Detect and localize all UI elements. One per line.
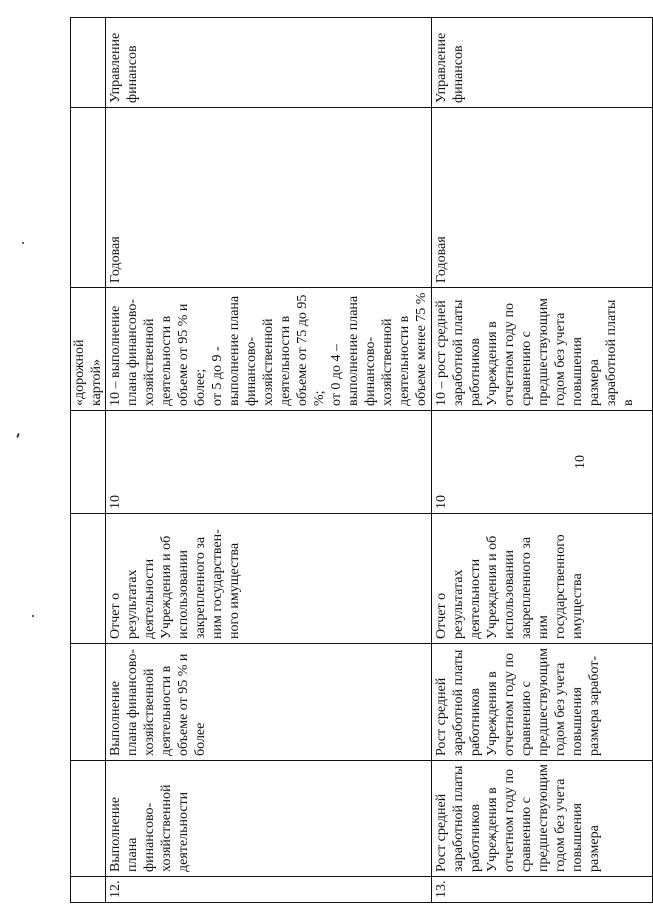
scan-speck [16, 433, 20, 438]
table-row [106, 18, 432, 903]
cell-criterion [71, 644, 106, 761]
table-row [432, 18, 653, 903]
table-row-continued [71, 18, 106, 903]
cell-frequency: Годовая [106, 108, 432, 288]
criteria-table [70, 17, 653, 903]
cell-scale: «дорожной картой» [71, 288, 106, 411]
cell-criterion: Рост средней заработной платы работников Учреждения в отчетном году по сравнению с предшествующим годом без учета повышения размера заработ- [432, 644, 653, 761]
rotated-table-container [70, 18, 636, 903]
cell-source: Отчет о результатах деятельности Учреждения и об использовании закрепленного за ним государственного имущества [432, 514, 653, 644]
scan-speck [22, 242, 24, 244]
cell-num: 13. [432, 877, 653, 903]
cell-frequency [71, 108, 106, 288]
cell-name: Выполнение плана финансово- хозяйственной деятельности [106, 761, 432, 877]
cell-scale: 10 – выполнение плана финансово- хозяйственной деятельности в объеме от 95 % и более; от 5 до 9 - выполнение плана финансово- хозяйственной деятельности в объеме от 75 до 95 %; от 0 до 4 – выполнение плана финансово- хозяйственной деятельности в объеме менее 75 % [106, 288, 432, 411]
cell-points: 10 [106, 411, 432, 514]
cell-source: Отчет о результатах деятельности Учреждения и об использовании закрепленного за ним государствен- ного имущества [106, 514, 432, 644]
cell-points: 10 [432, 411, 653, 514]
scan-speck [32, 615, 34, 617]
cell-frequency: Годовая [432, 108, 653, 288]
cell-responsible [71, 18, 106, 108]
page-number: 10 [573, 455, 588, 469]
cell-name: Рост средней заработной платы работников Учреждения в отчетном году по сравнению с предшествующим годом без учета повышения размера [432, 761, 653, 877]
cell-num: 12. [106, 877, 432, 903]
cell-scale: 10 – рост средней заработной платы работников Учреждения в отчетном году по сравнению с предшествующим годом без учета повышения размера заработной платы в [432, 288, 653, 411]
cell-responsible: Управление финансов [106, 18, 432, 108]
cell-source [71, 514, 106, 644]
cell-points [71, 411, 106, 514]
cell-name [71, 761, 106, 877]
cell-num [71, 877, 106, 903]
cell-responsible: Управление финансов [432, 18, 653, 108]
cell-criterion: Выполнение плана финансово- хозяйственной деятельности в объеме от 95 % и более [106, 644, 432, 761]
